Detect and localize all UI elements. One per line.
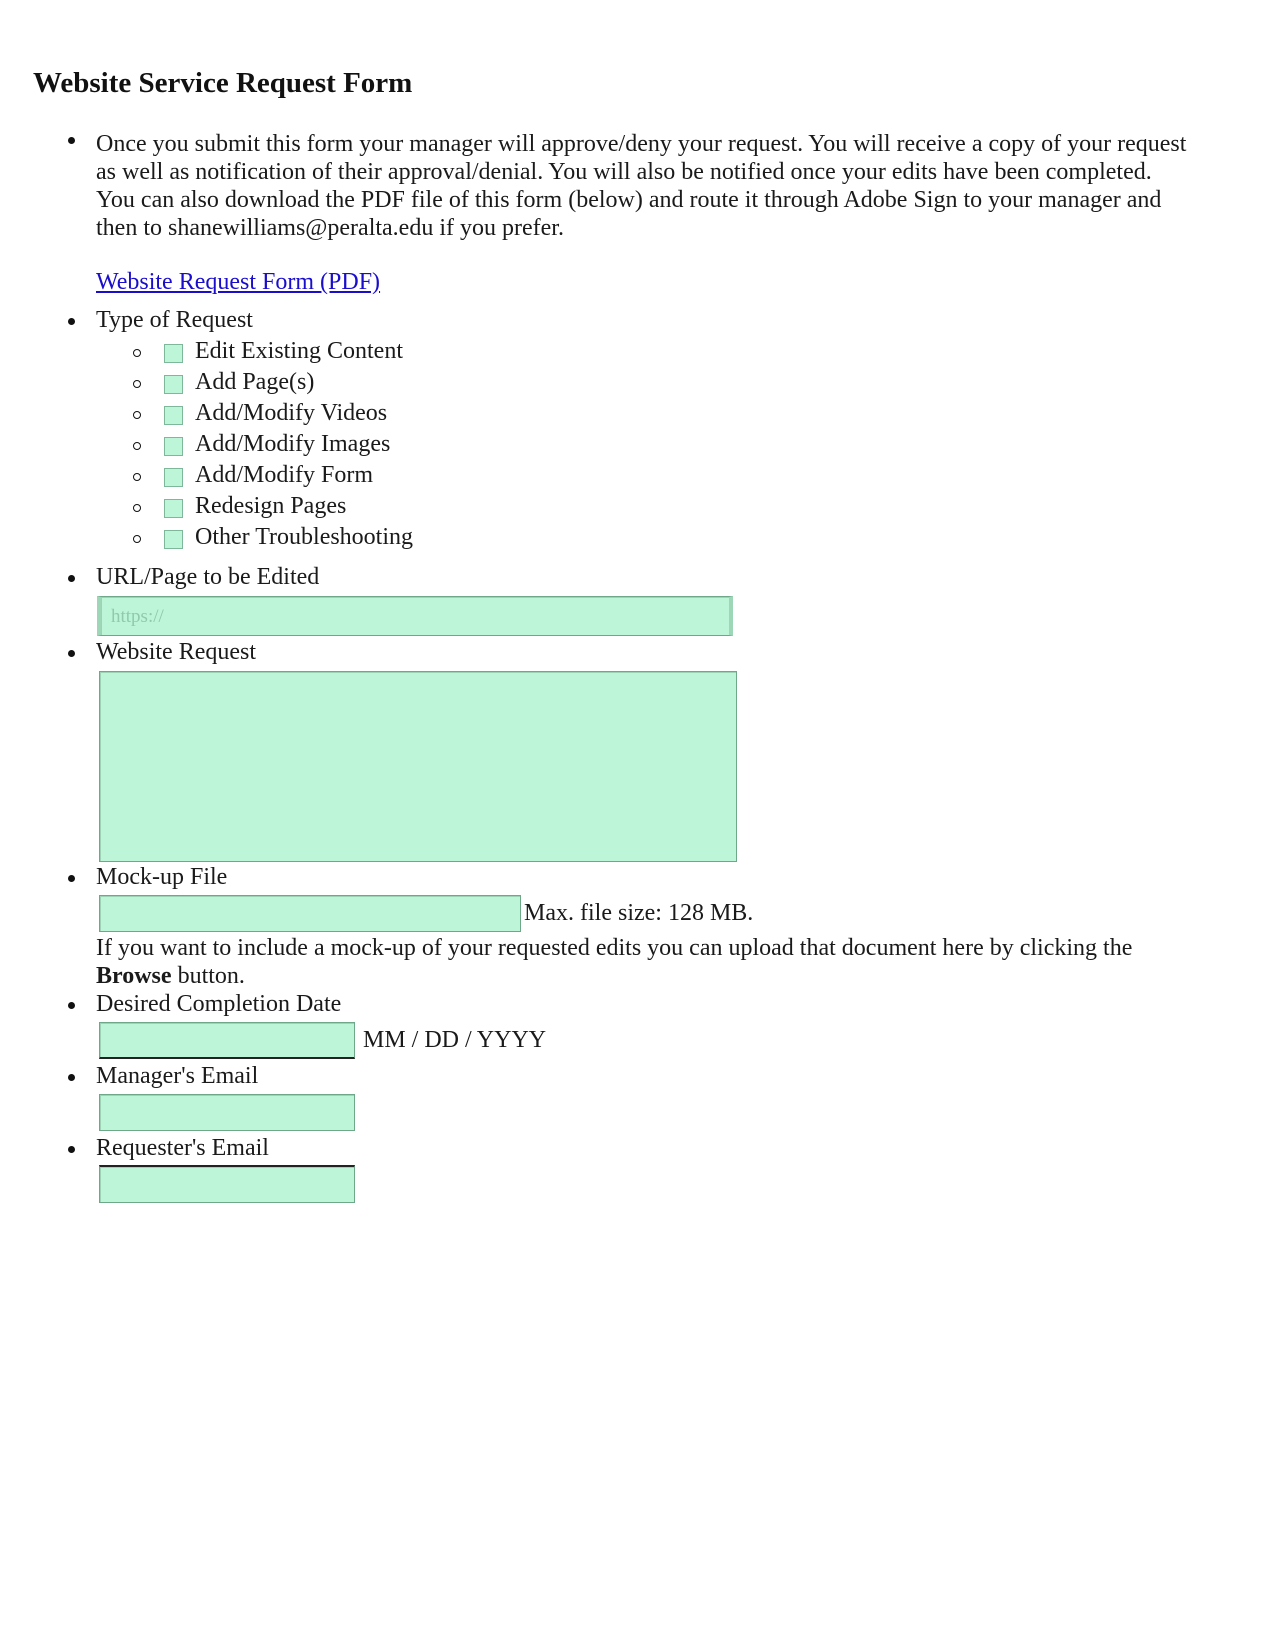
bullet [68, 875, 75, 882]
option-label: Add/Modify Form [195, 462, 374, 488]
bullet [68, 1146, 75, 1153]
checkbox-add-pages[interactable] [164, 375, 183, 394]
completion-date-input[interactable] [99, 1022, 355, 1059]
intro-line: Once you submit this form your manager will approve/deny your request. You will receive a copy of your request [96, 131, 1187, 157]
requester-email-label: Requester's Email [96, 1135, 269, 1161]
option-label: Other Troubleshooting [195, 524, 414, 550]
sub-bullet [133, 442, 141, 450]
mockup-file-input[interactable] [99, 895, 521, 932]
manager-email-input[interactable] [99, 1094, 355, 1131]
checkbox-add-modify-images[interactable] [164, 437, 183, 456]
option-label: Add/Modify Videos [195, 400, 388, 426]
mockup-help-rest: button. [171, 963, 245, 989]
checkbox-redesign-pages[interactable] [164, 499, 183, 518]
pdf-form-link[interactable]: Website Request Form (PDF) [96, 269, 381, 295]
manager-email-label: Manager's Email [96, 1063, 259, 1089]
url-field-label: URL/Page to be Edited [96, 564, 320, 590]
checkbox-other-troubleshooting[interactable] [164, 530, 183, 549]
mockup-help-line [96, 962, 245, 990]
option-label: Add/Modify Images [195, 431, 391, 457]
intro-line: You can also download the PDF file of this form (below) and route it through Adobe Sign to your manager and [96, 187, 1162, 213]
requester-email-input[interactable] [99, 1165, 355, 1203]
mockup-help-line: If you want to include a mock-up of your requested edits you can upload that document here by clicking the [96, 935, 1133, 961]
sub-bullet [133, 535, 141, 543]
checkbox-add-modify-form[interactable] [164, 468, 183, 487]
bullet [68, 650, 75, 657]
bullet [68, 137, 75, 144]
page-title: Website Service Request Form [33, 67, 413, 99]
max-file-size: Max. file size: 128 MB. [524, 900, 754, 926]
bullet [68, 1002, 75, 1009]
website-request-label: Website Request [96, 639, 257, 665]
intro-line: as well as notification of their approval/denial. You will also be notified once your edits have been completed. [96, 159, 1152, 185]
mockup-label: Mock-up File [96, 864, 228, 890]
intro-line: then to shanewilliams@peralta.edu if you prefer. [96, 215, 564, 241]
option-label: Edit Existing Content [195, 338, 403, 364]
sub-bullet [133, 349, 141, 357]
checkbox-edit-existing-content[interactable] [164, 344, 183, 363]
sub-bullet [133, 411, 141, 419]
sub-bullet [133, 380, 141, 388]
website-request-textarea[interactable] [99, 671, 737, 862]
browse-word: Browse [96, 963, 172, 989]
option-label: Add Page(s) [195, 369, 315, 395]
completion-date-label: Desired Completion Date [96, 991, 342, 1017]
option-label: Redesign Pages [195, 493, 347, 519]
sub-bullet [133, 504, 141, 512]
checkbox-add-modify-videos[interactable] [164, 406, 183, 425]
date-format-hint: MM / DD / YYYY [363, 1027, 547, 1053]
url-input-placeholder: https:// [111, 606, 164, 627]
url-input[interactable] [97, 596, 733, 636]
bullet [68, 318, 75, 325]
bullet [68, 1074, 75, 1081]
intro-paragraph [96, 130, 1246, 242]
bullet [68, 575, 75, 582]
sub-bullet [133, 473, 141, 481]
type-of-request-label: Type of Request [96, 307, 253, 333]
